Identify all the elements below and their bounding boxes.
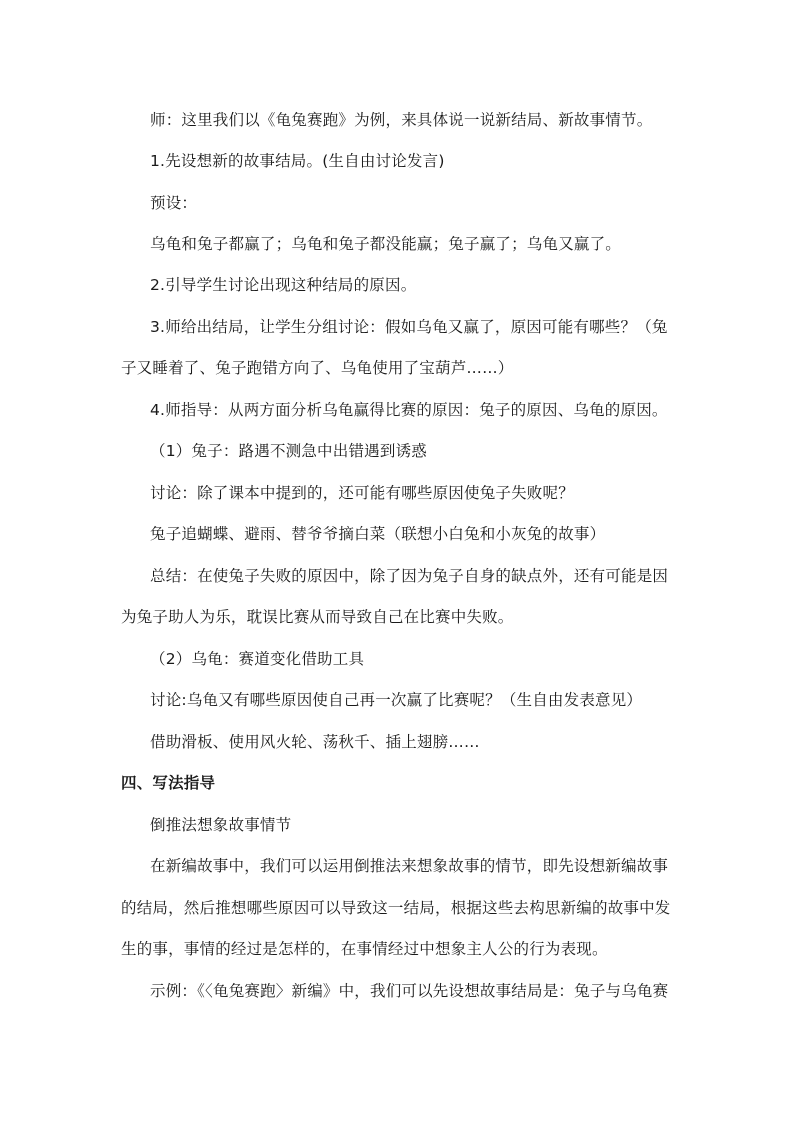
subheading: 倒推法想象故事情节 [150,816,292,834]
paragraph-line: 兔子追蝴蝶、避雨、替爷爷摘白菜（联想小白兔和小灰兔的故事） [150,525,606,543]
paragraph-line: 生的事，事情的经过是怎样的，在事情经过中想象主人公的行为表现。 [121,940,608,958]
paragraph-line: 讨论：除了课本中提到的，还可能有哪些原因使兔子失败呢？ [150,484,574,502]
paragraph-line: （1）兔子：路遇不测急中出错遇到诱惑 [150,442,427,460]
paragraph-line: 2.引导学生讨论出现这种结局的原因。 [150,276,417,294]
paragraph-line: 4.师指导：从两方面分析乌龟赢得比赛的原因：兔子的原因、乌龟的原因。 [150,401,668,419]
paragraph-line: 3.师给出结局，让学生分组讨论：假如乌龟又赢了，原因可能有哪些？（兔 [150,318,668,336]
paragraph-line: 乌龟和兔子都赢了；乌龟和兔子都没能赢；兔子赢了；乌龟又赢了。 [150,235,622,253]
paragraph-line: 师：这里我们以《龟兔赛跑》为例，来具体说一说新结局、新故事情节。 [150,111,653,129]
paragraph-line: 子又睡着了、兔子跑错方向了、乌龟使用了宝葫芦……） [121,359,514,377]
paragraph-line: 总结：在使兔子失败的原因中，除了因为兔子自身的缺点外，还有可能是因 [150,567,669,585]
paragraph-line: 借助滑板、使用风火轮、荡秋千、插上翅膀…… [150,733,480,751]
paragraph-line: 在新编故事中，我们可以运用倒推法来想象故事的情节，即先设想新编故事 [150,857,669,875]
paragraph-line: （2）乌龟：赛道变化借助工具 [150,650,365,668]
paragraph-line: 示例：《〈龟兔赛跑〉新编》中，我们可以先设想故事结局是：兔子与乌龟赛 [150,982,669,1000]
paragraph-line: 的结局，然后推想哪些原因可以导致这一结局，根据这些去构思新编的故事中发 [121,899,671,917]
paragraph-line: 讨论:乌龟又有哪些原因使自己再一次赢了比赛呢？（生自由发表意见） [150,691,643,709]
paragraph-line: 1.先设想新的故事结局。(生自由讨论发言) [150,152,445,170]
section-heading: 四、写法指导 [121,774,216,792]
paragraph-line: 为兔子助人为乐，耽误比赛从而导致自己在比赛中失败。 [121,608,514,626]
paragraph-line: 预设： [150,194,198,212]
